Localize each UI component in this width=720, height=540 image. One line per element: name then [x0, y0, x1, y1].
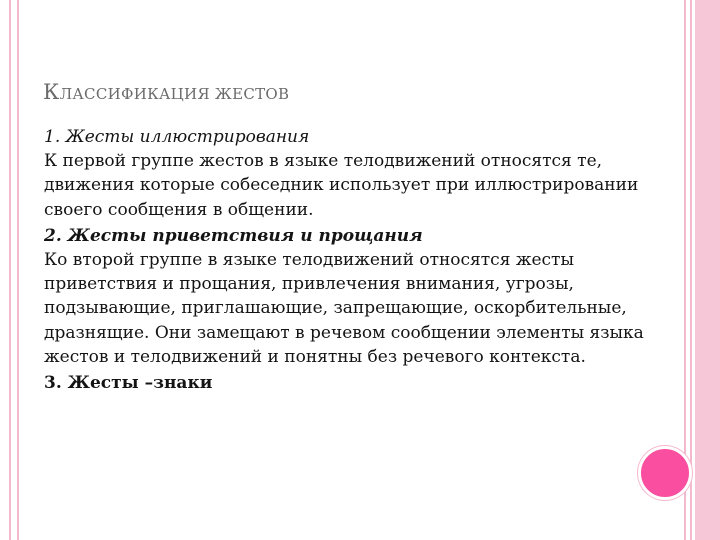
section-2-heading: 2. Жесты приветствия и прощания: [44, 225, 423, 246]
section-2-body: Ко второй группе в языке телодвижений относятся жесты приветствия и прощания, привлечения внимания, угрозы, подзывающие, приглашающие, запрещающие, оскорбительные, дразнящие. Они замещают в речевом сообщении элементы языка жестов и телодвижений и понятны без речевого контекста.: [44, 250, 644, 367]
slide-content: [44, 125, 644, 395]
right-frame-line-inner: [690, 0, 692, 540]
section-1-heading: 1. Жесты иллюстрирования: [44, 127, 310, 147]
left-frame-line-inner: [17, 0, 19, 540]
left-frame-line: [9, 0, 11, 540]
slide-title-rest: ЛАССИФИКАЦИЯ ЖЕСТОВ: [59, 85, 290, 103]
slide-title: [43, 80, 289, 104]
section-3-heading: 3. Жесты –знаки: [44, 373, 213, 394]
right-frame-band: [695, 0, 720, 540]
decorative-circle: [638, 446, 692, 500]
section-1-body: К первой группе жестов в языке телодвижений относятся те, движения которые собеседник использует при иллюстрировании своего сообщения в общении.: [44, 151, 639, 220]
slide-title-first-letter: К: [43, 80, 60, 104]
